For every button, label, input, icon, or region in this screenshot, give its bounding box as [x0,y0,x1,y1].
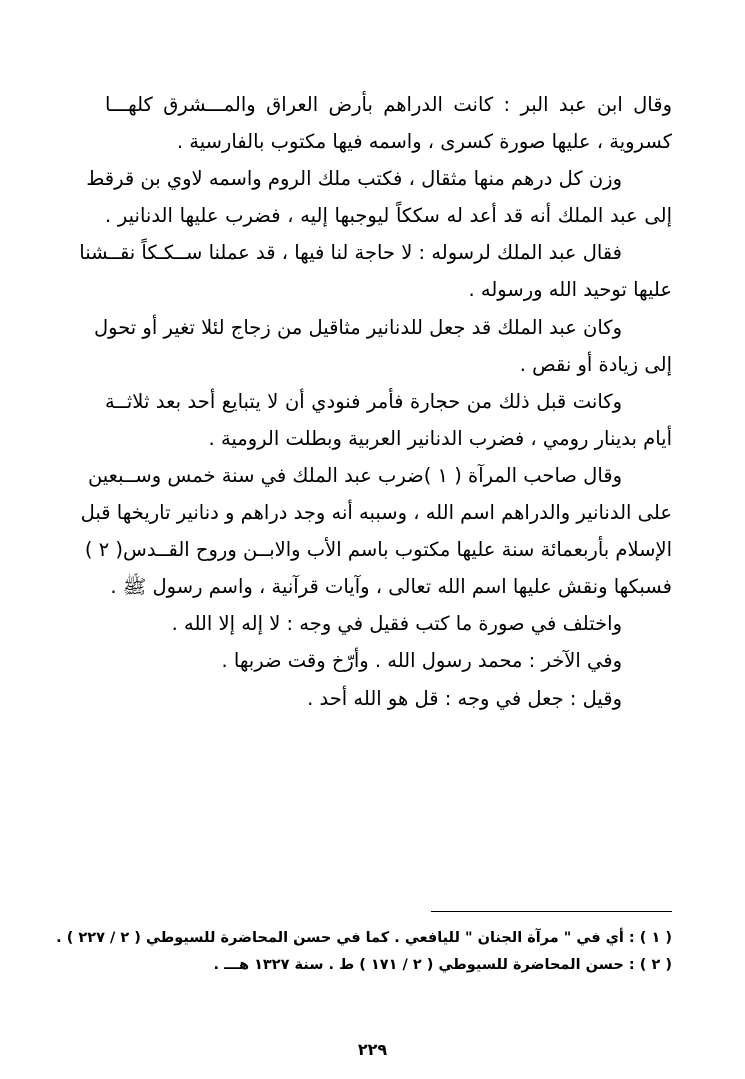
text-line: كسروية ، عليها صورة كسرى ، واسمه فيها مكتوب بالفارسية . [176,130,672,154]
text-line: وقيل : جعل في وجه : قل هو الله أحد . [307,686,622,710]
text-line: أيام بدينار رومي ، فضرب الدنانير العربية وبطلت الرومية . [208,426,672,450]
text-line: فقال عبد الملك لرسوله : لا حاجة لنا فيها ، قد عملنا ســكـكاً نقــشنا [79,241,622,265]
text-line: وقال ابن عبد البر : كانت الدراهم بأرض العراق والمـــشرق كلهـــا [105,93,672,116]
footnote-divider [431,911,672,912]
text-line: وزن كل درهم منها مثقال ، فكتب ملك الروم واسمه لاوي بن قرقط [86,167,622,191]
main-text [79,86,672,717]
text-line: وفي الآخر : محمد رسول الله . وأرّخ وقت ضربها . [221,649,622,673]
page-number: ٢٢٩ [357,1040,388,1059]
text-line: عليها توحيد الله ورسوله . [468,278,672,302]
text-line: الإسلام بأربعمائة سنة عليها مكتوب باسم الأب والابــن وروح القــدس( ٢ ) [84,538,672,562]
text-line: وقال صاحب المرآة ( ١ )ضرب عبد الملك في سنة خمس وســبعين [87,463,622,487]
text-line: وكان عبد الملك قد جعل للدنانير مثاقيل من زجاج لئلا تغير أو تحول [93,315,622,339]
footnotes [56,925,672,979]
footnote-2: ( ٢ ) : حسن المحاضرة للسيوطي ( ٢ / ١٧١ ) ط . سنة ١٣٢٧ هـــ . [213,957,672,973]
text-line: على الدنانير والدراهم اسم الله ، وسببه أنه وجد دراهم و دنانير تاريخها قبل [80,501,672,525]
footnote-1: ( ١ ) : أي في " مرآة الجنان " لليافعي . كما في حسن المحاضرة للسيوطي ( ٢ / ٢٢٧ ) . [56,930,672,946]
text-line: فسبكها ونقش عليها اسم الله تعالى ، وآيات قرآنية ، واسم رسول ﷺ . [110,575,672,599]
text-line: إلى زيادة أو نقص . [519,352,672,376]
text-line: وكانت قبل ذلك من حجارة فأمر فنودي أن لا يتبايع أحد بعد ثلاثــة [105,389,622,413]
text-line: إلى عبد الملك أنه قد أعد له سككاً ليوجبها إليه ، فضرب عليها الدنانير . [105,204,672,228]
text-line: واختلف في صورة ما كتب فقيل في وجه : لا إله إلا الله . [171,612,622,636]
